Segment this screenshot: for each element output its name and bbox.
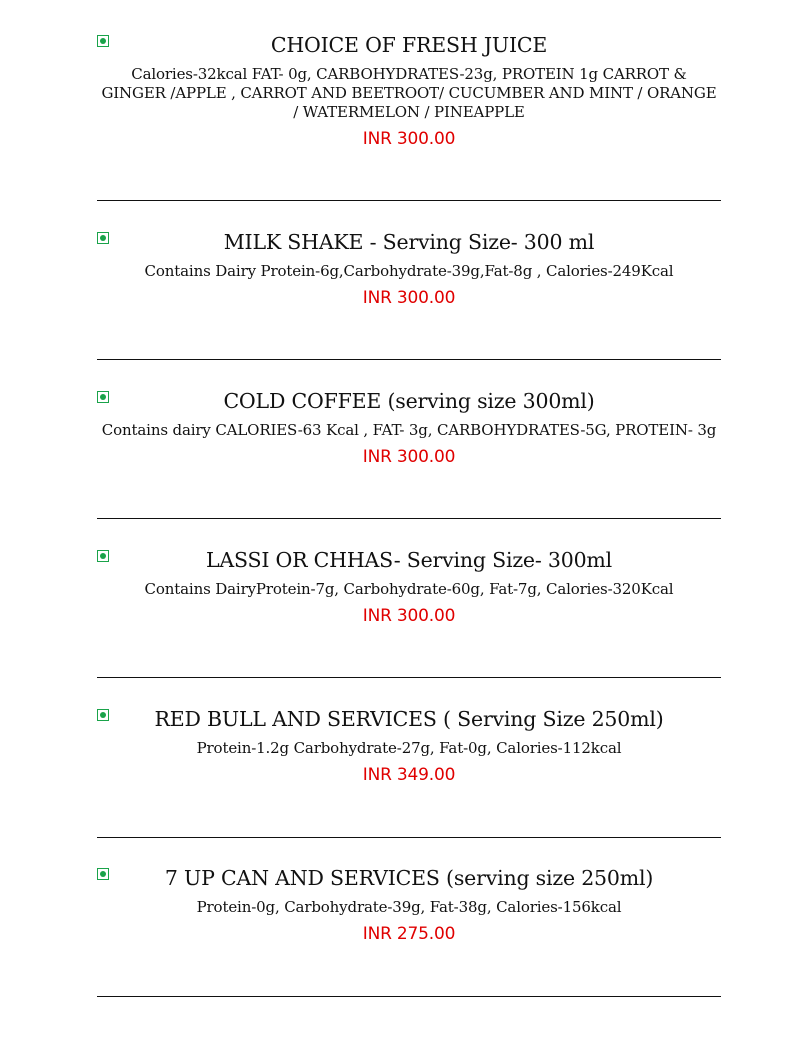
item-name: RED BULL AND SERVICES ( Serving Size 250ml)	[154, 707, 664, 731]
item-price: INR 300.00	[362, 447, 456, 467]
item-description: Protein-0g, Carbohydrate-39g, Fat-38g, Calories-156kcal	[196, 898, 622, 916]
item-price: INR 275.00	[362, 924, 456, 944]
item-description: Calories-32kcal FAT- 0g, CARBOHYDRATES-23g, PROTEIN 1g CARROT & GINGER /APPLE , CARROT AND BEETROOT/ CUCUMBER AND MINT / ORANGE / WATERMELON / PINEAPPLE	[101, 65, 717, 121]
item-divider	[97, 996, 721, 997]
item-price: INR 300.00	[362, 288, 456, 308]
veg-indicator-icon	[97, 232, 109, 244]
item-description: Contains dairy CALORIES-63 Kcal , FAT- 3g, CARBOHYDRATES-5G, PROTEIN- 3g	[101, 421, 717, 439]
item-divider	[97, 200, 721, 201]
item-divider	[97, 677, 721, 678]
veg-indicator-icon	[97, 868, 109, 880]
veg-indicator-icon	[97, 391, 109, 403]
item-price: INR 300.00	[362, 129, 456, 149]
item-divider	[97, 837, 721, 838]
item-price: INR 349.00	[362, 765, 456, 785]
menu-item[interactable]	[97, 547, 721, 627]
item-name: COLD COFFEE (serving size 300ml)	[223, 389, 595, 413]
menu-item[interactable]	[97, 706, 721, 786]
item-description: Contains DairyProtein-7g, Carbohydrate-60g, Fat-7g, Calories-320Kcal	[144, 580, 674, 598]
menu-item[interactable]	[97, 865, 721, 945]
veg-indicator-icon	[97, 35, 109, 47]
item-divider	[97, 518, 721, 519]
menu-item[interactable]	[97, 229, 721, 309]
menu-item[interactable]	[97, 32, 721, 150]
item-name: LASSI OR CHHAS- Serving Size- 300ml	[205, 548, 613, 572]
item-name: 7 UP CAN AND SERVICES (serving size 250ml)	[164, 866, 654, 890]
item-name: CHOICE OF FRESH JUICE	[270, 33, 548, 57]
veg-indicator-icon	[97, 709, 109, 721]
menu-item[interactable]	[97, 388, 721, 468]
item-divider	[97, 359, 721, 360]
item-price: INR 300.00	[362, 606, 456, 626]
veg-indicator-icon	[97, 550, 109, 562]
item-description: Protein-1.2g Carbohydrate-27g, Fat-0g, Calories-112kcal	[196, 739, 622, 757]
item-name: MILK SHAKE - Serving Size- 300 ml	[223, 230, 595, 254]
item-description: Contains Dairy Protein-6g,Carbohydrate-39g,Fat-8g , Calories-249Kcal	[144, 262, 674, 280]
